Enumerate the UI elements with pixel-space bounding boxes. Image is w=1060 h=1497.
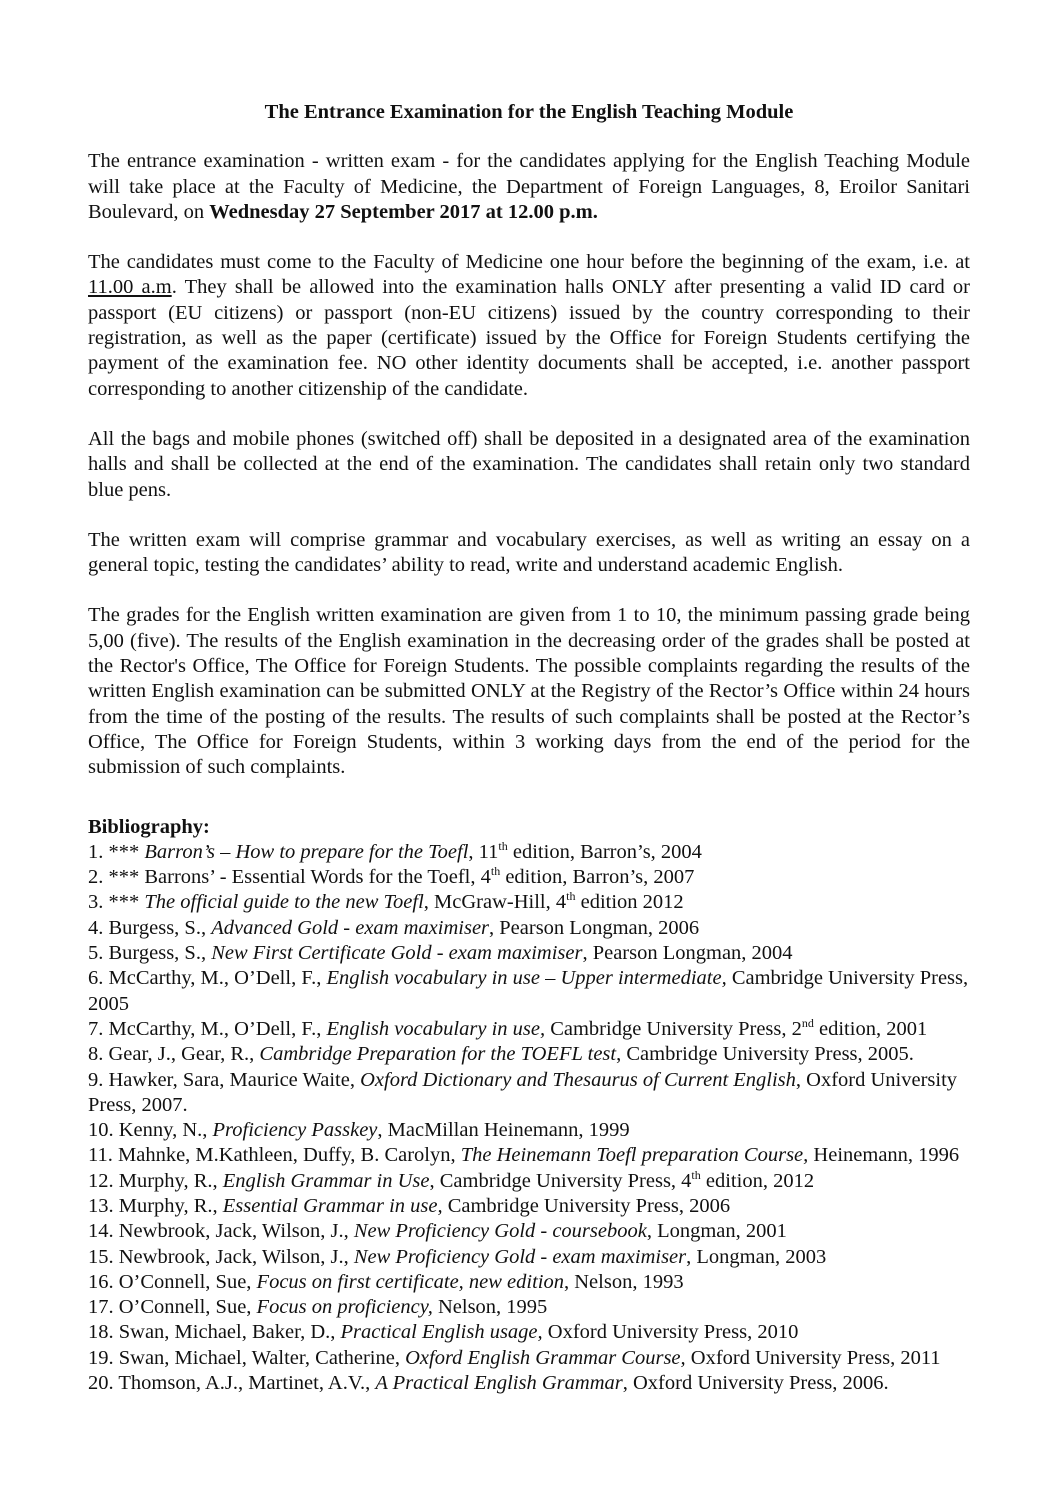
citation-publisher: Cambridge University Press, 2 [545, 1017, 802, 1040]
bibliography-item [88, 1017, 970, 1042]
citation-title: Advanced Gold - exam maximiser [211, 916, 490, 939]
paragraph-belongings: All the bags and mobile phones (switched off) shall be deposited in a designated area of the examination halls and shall be collected at the end of the examination. The candidates shall retain only two standard blue pens. [88, 427, 970, 501]
citation-publisher: , Nelson, 1993 [564, 1270, 684, 1293]
paragraph-text: The candidates must come to the Faculty of Medicine one hour before the beginning of the exam, i.e. at [88, 251, 970, 274]
citation-publisher: Oxford University Press, 2010 [542, 1321, 799, 1344]
citation-author: 16. O’Connell, Sue, [88, 1270, 257, 1293]
citation-publisher: , MacMillan Heinemann, 1999 [377, 1119, 630, 1142]
paragraph-text: The entrance examination - written exam - for the candidates applying for the English Teaching Module will take place at the Faculty of Medicine, the Department of Foreign Languages, 8, Eroilor Sanitari Boulevard, on [88, 150, 970, 223]
citation-publisher: , Oxford University Press, 2007. [88, 1068, 958, 1116]
bibliography-item [88, 1042, 970, 1067]
document-page [88, 100, 970, 1396]
citation-author: 13. Murphy, R., [88, 1194, 223, 1217]
citation-edition: edition, Barron’s, 2007 [500, 866, 695, 889]
citation-author: 6. McCarthy, M., O’Dell, F., [88, 967, 327, 990]
paragraph-exam-content: The written exam will comprise grammar and vocabulary exercises, as well as writing an essay on a general topic, testing the candidates’ ability to read, write and understand academic English. [88, 528, 970, 577]
citation-title: English Grammar in Use [222, 1169, 430, 1192]
citation-title: Essential Grammar in use, [222, 1194, 443, 1217]
ordinal-suffix: nd [801, 1015, 814, 1030]
arrival-time: 11.00 a.m [88, 276, 172, 299]
citation-author: 19. Swan, Michael, Walter, Catherine, [88, 1346, 406, 1369]
bibliography-item [88, 1169, 970, 1194]
ordinal-suffix: th [691, 1167, 701, 1182]
ordinal-suffix: th [498, 838, 508, 853]
citation-author: 12. Murphy, R., [88, 1169, 223, 1192]
citation-title: The Heinemann Toefl preparation Course, [460, 1144, 809, 1167]
citation-title: Oxford Dictionary and Thesaurus of Current English [360, 1068, 796, 1091]
bibliography-heading: Bibliography: [88, 815, 210, 838]
citation-publisher: , McGraw-Hill, 4 [423, 891, 567, 914]
citation-author: 18. Swan, Michael, Baker, D., [88, 1321, 341, 1344]
bibliography-item [88, 1346, 970, 1371]
bibliography-item [88, 916, 970, 941]
citation-title: Focus on first certificate, new edition [256, 1270, 564, 1293]
citation-publisher: , Pearson Longman, 2004 [582, 942, 793, 965]
document-title: The Entrance Examination for the English Teaching Module [264, 101, 794, 123]
citation-edition: edition, Barron’s, 2004 [507, 840, 702, 863]
paragraph-text: . They shall be allowed into the examination halls ONLY after presenting a valid ID card or passport (EU citizens) or passport (non-EU citizens) issued by the country corresponding to their registration, as well as the paper (certificate) issued by the Office for Foreign Students certifying the payment of the examination fee. NO other identity documents shall be accepted, i.e. another passport corresponding to another citizenship of the candidate. [88, 276, 970, 400]
citation-publisher: Heinemann, 1996 [808, 1144, 960, 1167]
bibliography-item [88, 1245, 970, 1270]
citation-title: Oxford English Grammar Course, [405, 1346, 686, 1369]
citation-author: 9. Hawker, Sara, Maurice Waite, [88, 1068, 361, 1091]
citation-edition: edition 2012 [575, 891, 684, 914]
citation-edition: edition, 2012 [700, 1169, 815, 1192]
bibliography-item [88, 966, 970, 1017]
bibliography-item [88, 1219, 970, 1244]
citation-author: 3. *** [88, 891, 145, 914]
exam-date-time: Wednesday 27 September 2017 at 12.00 p.m. [209, 200, 598, 223]
citation-publisher: , Oxford University Press, 2006. [622, 1372, 889, 1395]
citation-title: New First Certificate Gold - exam maximiser [211, 942, 583, 965]
citation-publisher: , Longman, 2001 [646, 1220, 787, 1243]
citation-title: Proficiency Passkey [212, 1119, 378, 1142]
citation-publisher: , 11 [468, 840, 499, 863]
paragraph-arrival-requirements [88, 250, 970, 402]
bibliography-item [88, 1143, 970, 1168]
citation-publisher: , Pearson Longman, 2006 [489, 916, 700, 939]
citation-title: Barron’s – How to prepare for the Toefl [144, 840, 469, 863]
citation-author: 14. Newbrook, Jack, Wilson, J., [88, 1220, 354, 1243]
citation-publisher: Nelson, 1995 [432, 1296, 548, 1319]
citation-publisher: Cambridge University Press, 2006 [442, 1194, 731, 1217]
citation-author: 17. O’Connell, Sue, [88, 1296, 257, 1319]
citation-title: English vocabulary in use, [326, 1017, 546, 1040]
bibliography-item [88, 941, 970, 966]
bibliography-item [88, 1118, 970, 1143]
citation-author: 8. Gear, J., Gear, R., [88, 1043, 260, 1066]
bibliography-list [88, 840, 970, 1397]
citation-publisher: , Longman, 2003 [686, 1245, 827, 1268]
citation-author: 4. Burgess, S., [88, 916, 212, 939]
citation-author: 15. Newbrook, Jack, Wilson, J., [88, 1245, 354, 1268]
citation-publisher: , Cambridge University Press, 2005. [616, 1043, 914, 1066]
bibliography-item [88, 865, 970, 890]
bibliography-item [88, 1295, 970, 1320]
citation-title: New Proficiency Gold - coursebook [353, 1220, 647, 1243]
citation-title: Cambridge Preparation for the TOEFL test [259, 1043, 617, 1066]
citation-title: Focus on proficiency, [256, 1296, 433, 1319]
citation-author: 5. Burgess, S., [88, 942, 212, 965]
citation-title: The official guide to the new Toefl [144, 891, 424, 914]
bibliography-item [88, 840, 970, 865]
citation-publisher: Oxford University Press, 2011 [685, 1346, 941, 1369]
citation-title: New Proficiency Gold - exam maximiser [353, 1245, 687, 1268]
citation-title: English vocabulary in use – Upper intermediate, [326, 967, 727, 990]
bibliography-item [88, 1194, 970, 1219]
bibliography-item [88, 1371, 970, 1396]
citation-author: 20. Thomson, A.J., Martinet, A.V., [88, 1372, 376, 1395]
citation-author: 1. *** [88, 840, 145, 863]
ordinal-suffix: th [566, 889, 576, 904]
citation-edition: edition, 2001 [813, 1017, 928, 1040]
paragraph-grading: The grades for the English written examination are given from 1 to 10, the minimum passing grade being 5,00 (five). The results of the English examination in the decreasing order of the grades shall be posted at the Rector's Office, The Office for Foreign Students. The possible complaints regarding the results of the written English examination can be submitted ONLY at the Registry of the Rector’s Office within 24 hours from the time of the posting of the results. The results of such complaints shall be posted at the Rector’s Office, The Office for Foreign Students, within 3 working days from the end of the period for the submission of such complaints. [88, 604, 970, 779]
citation-title: A Practical English Grammar [375, 1372, 623, 1395]
paragraph-exam-location [88, 149, 970, 225]
citation-author: 11. Mahnke, M.Kathleen, Duffy, B. Carolyn, [88, 1144, 461, 1167]
ordinal-suffix: th [490, 864, 501, 879]
bibliography-item [88, 1320, 970, 1345]
citation-title: Practical English usage, [340, 1321, 543, 1344]
citation-publisher: , Cambridge University Press, 4 [429, 1169, 692, 1192]
citation-author: 7. McCarthy, M., O’Dell, F., [88, 1017, 327, 1040]
citation-author: 10. Kenny, N., [88, 1119, 213, 1142]
citation-publisher: Cambridge University Press, 2005 [88, 967, 969, 1015]
bibliography-item [88, 1270, 970, 1295]
bibliography-item [88, 890, 970, 915]
citation-author: 2. *** Barrons’ - Essential Words for the Toefl, 4 [88, 866, 491, 889]
bibliography-item [88, 1068, 970, 1119]
